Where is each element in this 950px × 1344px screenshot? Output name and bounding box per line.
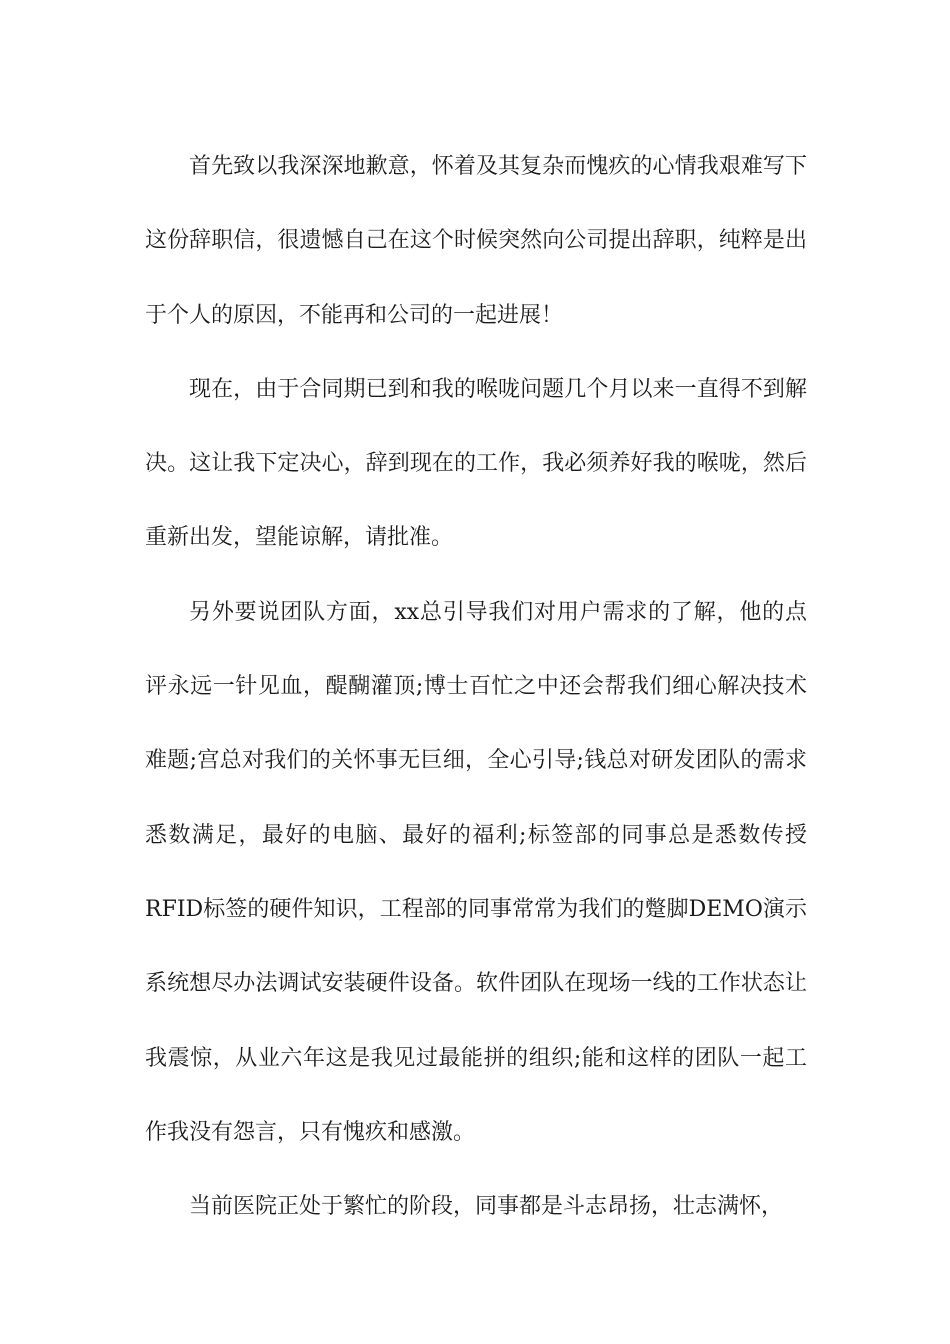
paragraph-apology: 首先致以我深深地歉意，怀着及其复杂而愧疚的心情我艰难写下这份辞职信，很遗憾自己在这个时候突然向公司提出辞职，纯粹是出于个人的原因，不能再和公司的一起进展！ [145,154,807,328]
letter-body [145,130,807,1244]
paragraph-reason: 现在，由于合同期已到和我的喉咙问题几个月以来一直得不到解决。这让我下定决心，辞到现在的工作，我必须养好我的喉咙，然后重新出发，望能谅解，请批准。 [145,376,807,551]
paragraph-hospital: 当前医院正处于繁忙的阶段，同事都是斗志昂扬，壮志满怀， [189,1194,784,1220]
paragraph-team: 另外要说团队方面，xx总引导我们对用户需求的了解，他的点评永远一针见血，醍醐灌顶;博士百忙之中还会帮我们细心解决技术难题;宫总对我们的关怀事无巨细，全心引导;钱总对研发团队的需求悉数满足，最好的电脑、最好的福利;标签部的同事总是悉数传授RFID标签的硬件知识，工程部的同事常常为我们的蹩脚DEMO演示系统想尽办法调试安装硬件设备。软件团队在现场一线的工作状态让我震惊，从业六年这是我见过最能拼的组织;能和这样的团队一起工作我没有怨言，只有愧疚和感激。 [145,599,807,1145]
